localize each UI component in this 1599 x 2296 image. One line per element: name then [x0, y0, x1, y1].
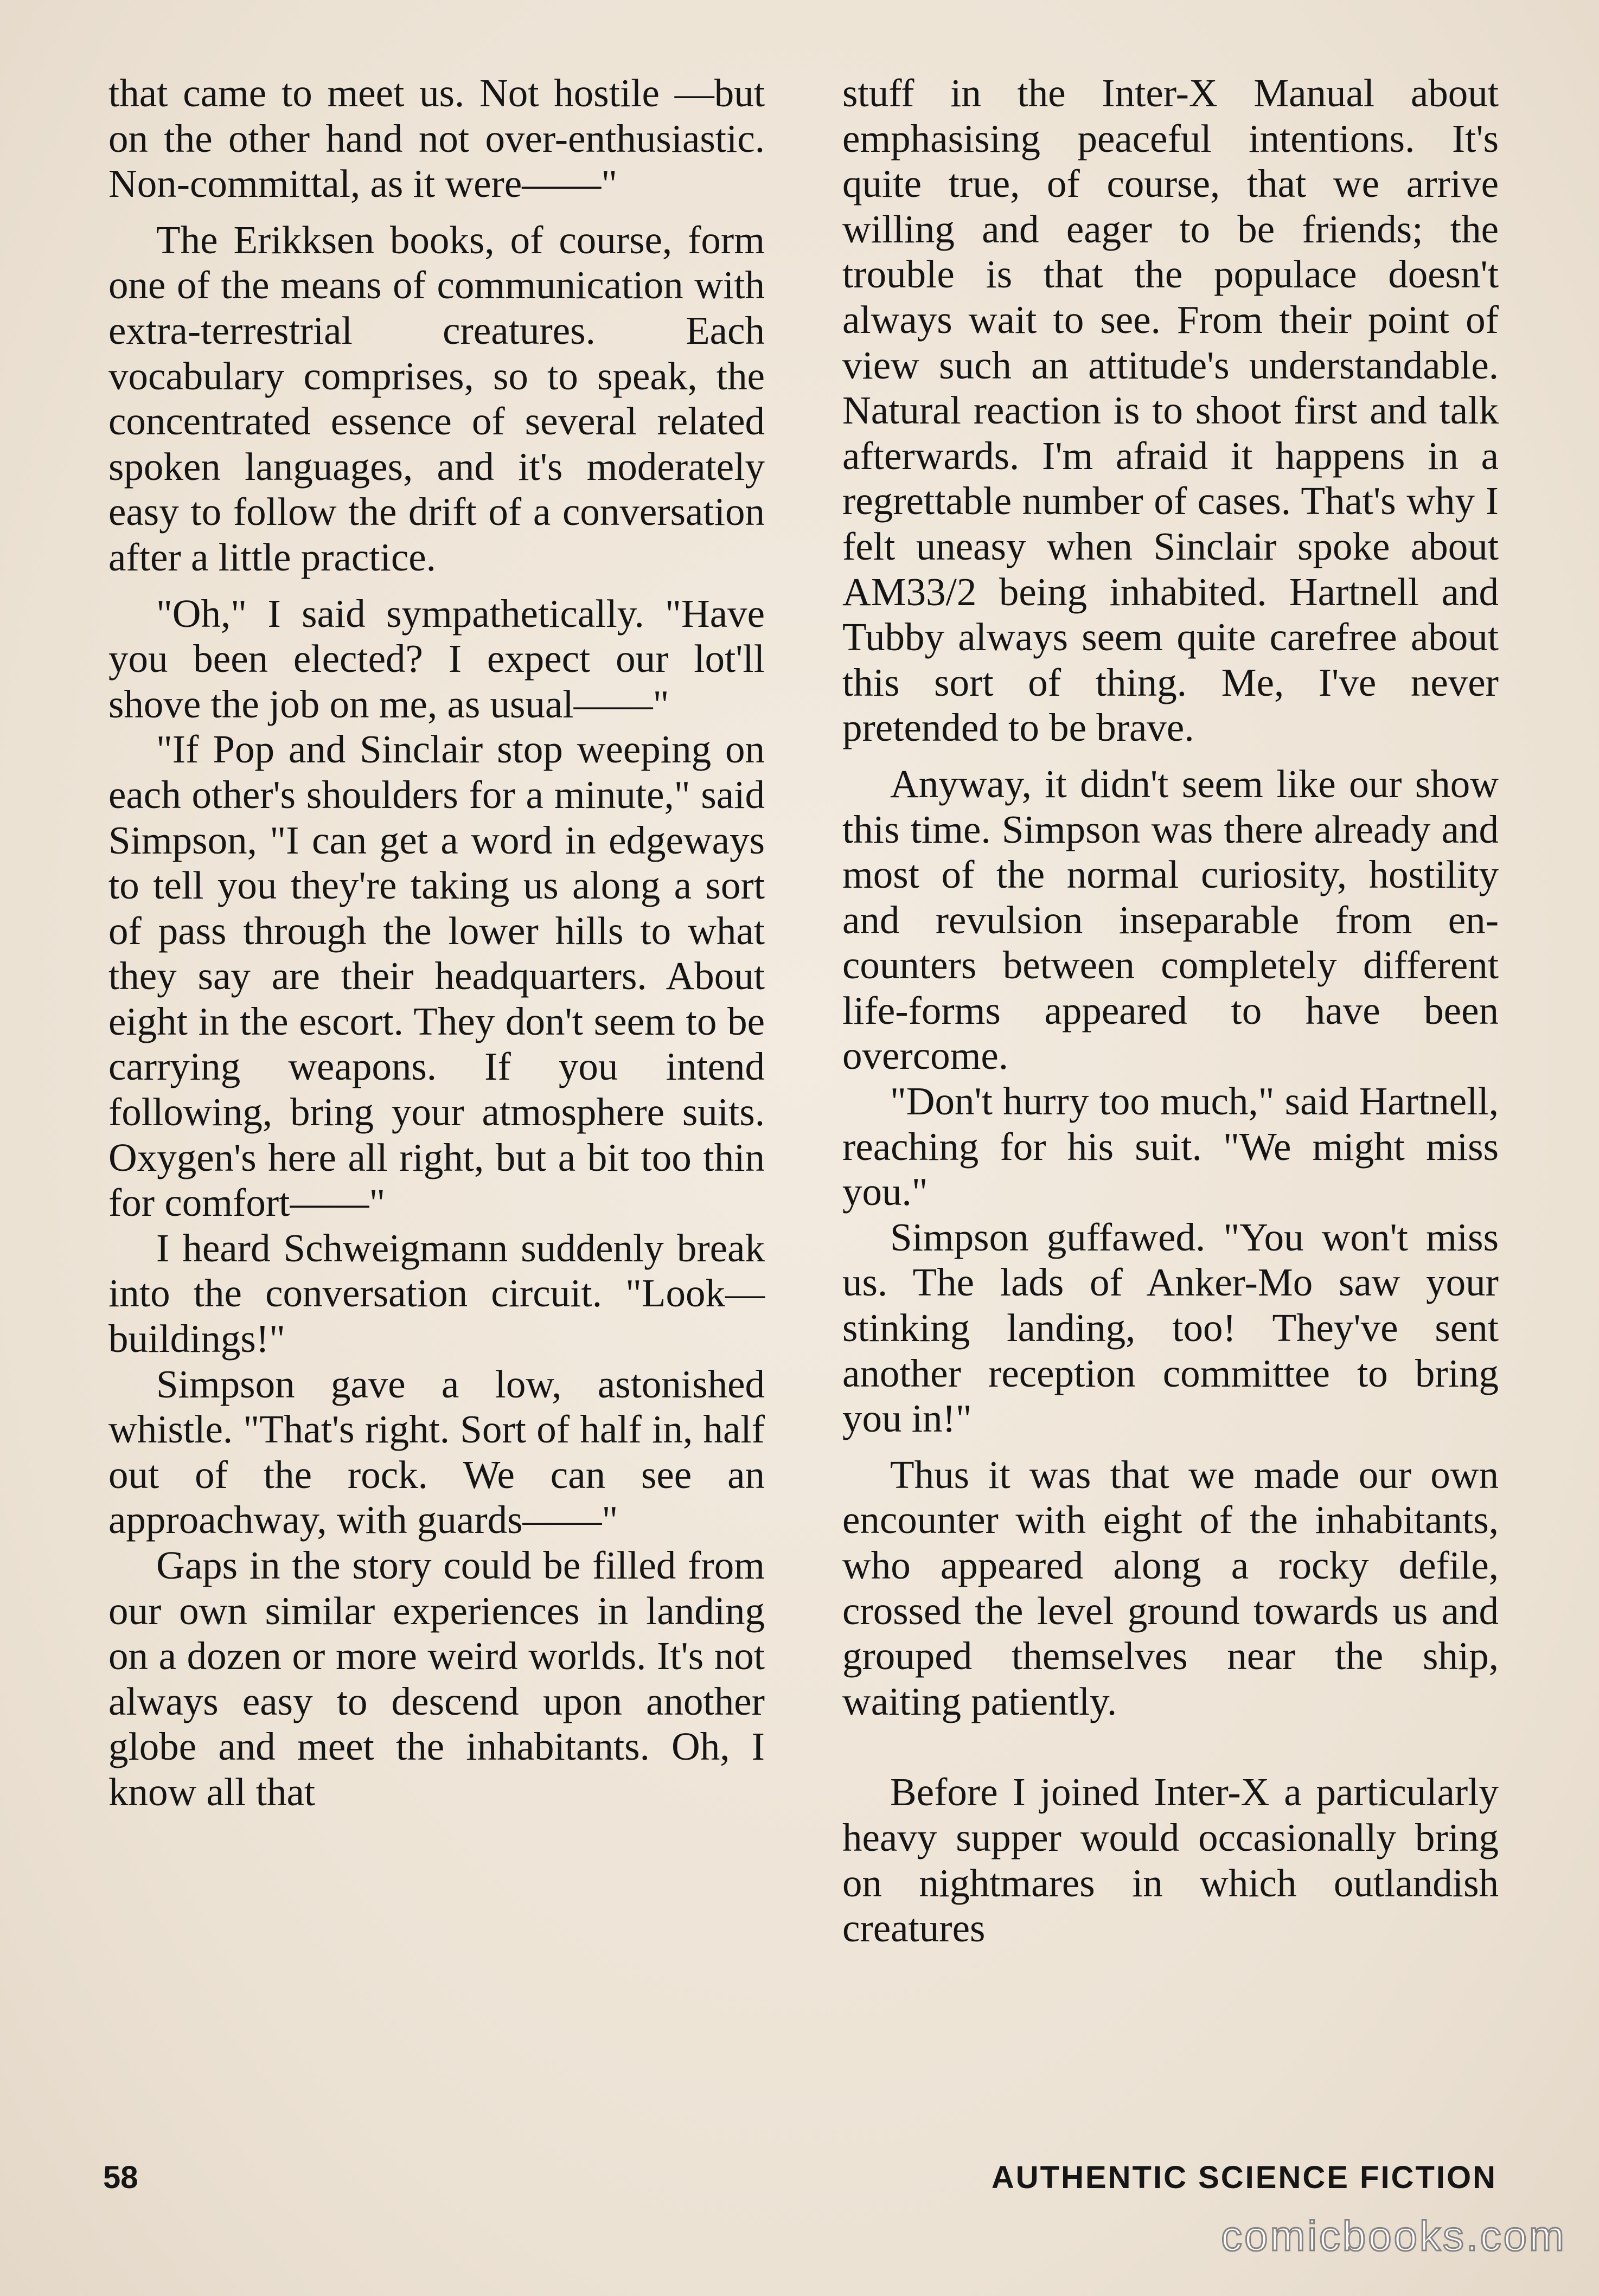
paragraph-continued: that came to meet us. Not hostile —but on the other hand not over-enthusiastic. Non-committal, as it were——" — [108, 71, 765, 206]
paragraph: Thus it was that we made our own encounter with eight of the inhabitants, who appeared along a rocky defile, crossed the level ground towards us and grouped themselves near the ship, waiting patiently. — [842, 1452, 1499, 1723]
paragraph: Simpson gave a low, astonished whistle. "That's right. Sort of half in, half out of the rock. We can see an approachway, with guards——" — [108, 1362, 765, 1542]
page-number: 58 — [103, 2160, 138, 2195]
paragraph-continued: stuff in the Inter-X Manual about emphasising peaceful intentions. It's quite true, of course, that we arrive willing and eager to be friends; the trouble is that the populace doesn't always wait to see. From their point of view such an attitude's understandable. Natural reaction is to shoot first and talk afterwards. I'm afraid it happens in a regrettable number of cases. That's why I felt uneasy when Sinclair spoke about AM33/2 being inhabited. Hartnell and Tubby always seem quite carefree about this sort of thing. Me, I've never pretended to be brave. — [842, 71, 1499, 750]
paragraph: Before I joined Inter-X a particularly heavy supper would occasionally bring on nightmares in which outlandish creatures — [842, 1770, 1499, 1951]
paragraph: Simpson guffawed. "You won't miss us. The lads of Anker-Mo saw your stinking landing, too! They've sent another reception committee to bring you in!" — [842, 1215, 1499, 1441]
paragraph: Gaps in the story could be filled from our own similar experiences in landing on a dozen or more weird worlds. It's not always easy to descend upon another globe and meet the inhabitants. Oh, I know all that — [108, 1543, 765, 1814]
paragraph: The Erikksen books, of course, form one of the means of communication with extra-terrestrial creatures. Each vocabulary comprises, so to speak, the concentrated essence of several related spoken languages, and it's moderately easy to follow the drift of a conversation after a little practice. — [108, 217, 765, 579]
paragraph: Anyway, it didn't seem like our show this time. Simpson was there already and most of the normal curiosity, hostility and revulsion inseparable from encounters between completely different life-forms appeared to have been overcome. — [842, 761, 1499, 1078]
right-text-column — [842, 70, 1499, 1951]
paragraph: "If Pop and Sinclair stop weeping on each other's shoulders for a minute," said Simpson, "I can get a word in edgeways to tell you they're taking us along a sort of pass through the lower hills to what they say are their headquarters. About eight in the escort. They don't seem to be carrying weapons. If you intend following, bring your atmosphere suits. Oxygen's here all right, but a bit too thin for comfort——" — [108, 727, 765, 1225]
watermark-logo: comicbooks.com — [1221, 2212, 1566, 2260]
paragraph: "Oh," I said sympathetically. "Have you been elected? I expect our lot'll shove the job on me, as usual——" — [108, 591, 765, 726]
paragraph: "Don't hurry too much," said Hartnell, reaching for his suit. "We might miss you." — [842, 1079, 1499, 1214]
running-title: AUTHENTIC SCIENCE FICTION — [991, 2160, 1497, 2195]
left-text-column — [108, 70, 765, 1815]
paragraph: I heard Schweigmann suddenly break into the conversation circuit. "Look—buildings!" — [108, 1226, 765, 1361]
page-footer — [103, 2159, 1497, 2203]
